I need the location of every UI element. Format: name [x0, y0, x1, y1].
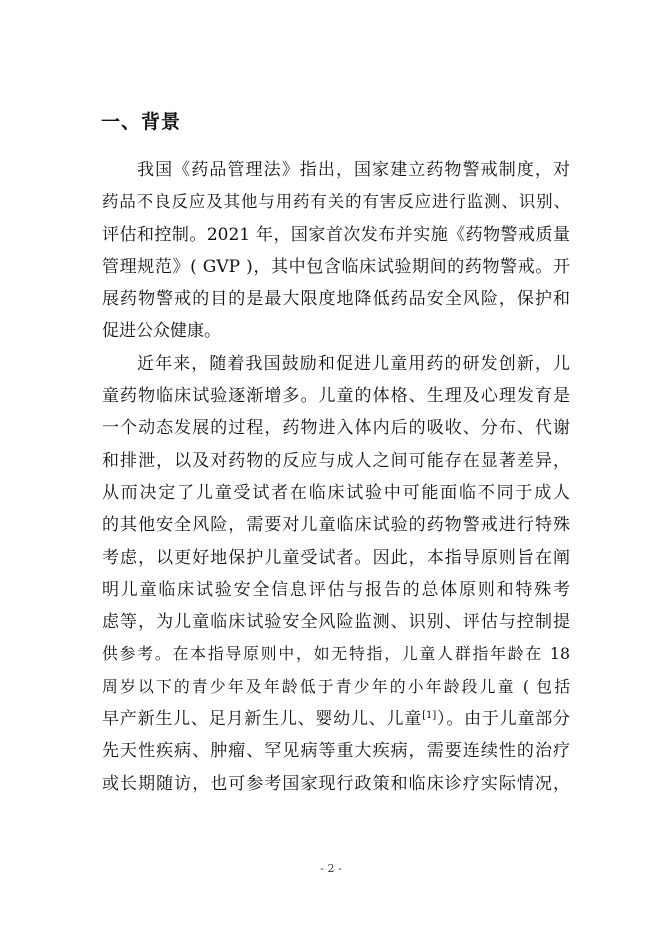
paragraph-line: 童药物临床试验逐渐增多。儿童的体格、生理及心理发育是 [102, 386, 570, 407]
paragraph-line: 和排泄，以及对药物的反应与成人之间可能存在显著差异， [102, 450, 570, 471]
body-text [102, 154, 570, 800]
paragraph-line: 考虑，以更好地保护儿童受试者。因此，本指导原则旨在阐 [102, 547, 570, 568]
paragraph-line: 展药物警戒的目的是最大限度地降低药品安全风险，保护和 [102, 289, 570, 310]
paragraph-line: 评估和控制。2021 年，国家首次发布并实施《药物警戒质量 [102, 224, 570, 245]
paragraph-line: 或长期随访，也可参考国家现行政策和临床诊疗实际情况， [102, 773, 570, 794]
paragraph-line: 供参考。在本指导原则中，如无特指，儿童人群指年龄在 18 [102, 644, 570, 664]
paragraph-background-law [102, 154, 570, 348]
paragraph-line: 周岁以下的青少年及年龄低于青少年的小年龄段儿童 ( 包括 [102, 676, 570, 696]
paragraph-line: 管理规范》( GVP )，其中包含临床试验期间的药物警戒。开 [102, 256, 570, 277]
paragraph-line: 我国《药品管理法》指出，国家建立药物警戒制度，对 [137, 160, 570, 180]
paragraph-line-with-citation [102, 703, 570, 735]
paragraph-line: 药品不良反应及其他与用药有关的有害反应进行监测、识别、 [102, 192, 570, 212]
section-heading: 一、背景 [101, 111, 182, 133]
paragraph-line-text: ）。由于儿童部分 [436, 709, 571, 730]
page-number: - 2 - [320, 862, 342, 875]
paragraph-line: 虑等，为儿童临床试验安全风险监测、识别、评估与控制提 [102, 612, 570, 633]
citation-reference: [1] [422, 710, 437, 722]
paragraph-line: 先天性疾病、肿瘤、罕见病等重大疾病，需要连续性的治疗 [102, 741, 570, 762]
paragraph-line: 的其他安全风险，需要对儿童临床试验的药物警戒进行特殊 [102, 515, 570, 536]
paragraph-line-text: 早产新生儿、足月新生儿、婴幼儿、儿童 [102, 709, 423, 730]
paragraph-line: 促进公众健康。 [102, 321, 221, 342]
paragraph-pediatric-trials [102, 348, 570, 800]
paragraph-line: 一个动态发展的过程，药物进入体内后的吸收、分布、代谢 [102, 418, 570, 439]
paragraph-line: 近年来，随着我国鼓励和促进儿童用药的研发创新，儿 [137, 353, 570, 374]
paragraph-line: 明儿童临床试验安全信息评估与报告的总体原则和特殊考 [102, 579, 570, 600]
paragraph-line: 从而决定了儿童受试者在临床试验中可能面临不同于成人 [102, 482, 570, 503]
